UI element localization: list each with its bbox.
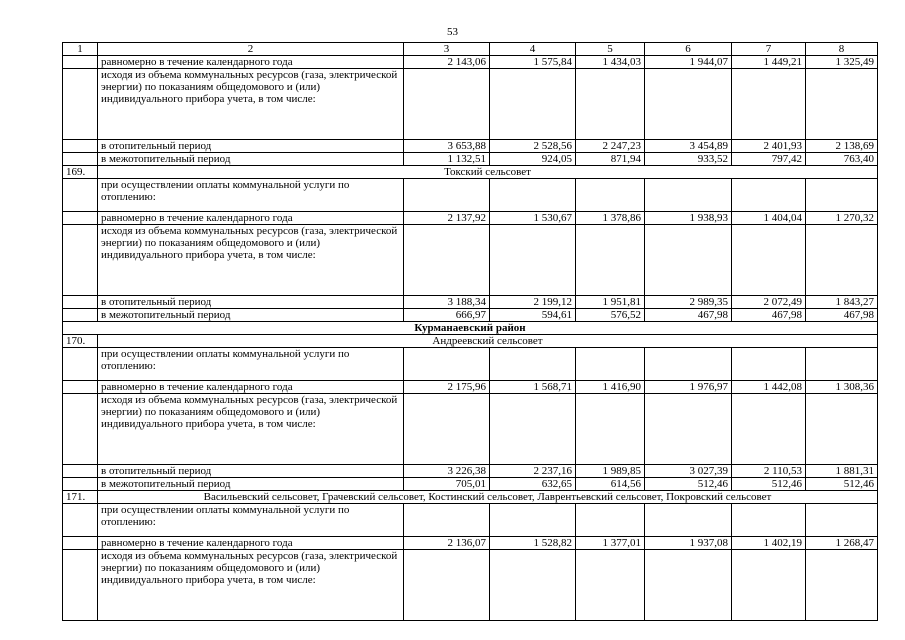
value-cell: 871,94 — [576, 153, 645, 166]
value-cell: 1 377,01 — [576, 537, 645, 550]
value-cell: 614,56 — [576, 478, 645, 491]
table-row — [63, 212, 878, 225]
row-description: равномерно в течение календарного года — [98, 537, 404, 550]
value-cell: 1 325,49 — [806, 56, 878, 69]
table-row — [63, 225, 878, 296]
value-cell — [576, 179, 645, 212]
value-cell: 1 843,27 — [806, 296, 878, 309]
value-cell: 2 989,35 — [645, 296, 732, 309]
table-row — [63, 153, 878, 166]
value-cell — [732, 69, 806, 140]
row-index — [63, 348, 98, 381]
value-cell: 467,98 — [732, 309, 806, 322]
value-cell — [576, 394, 645, 465]
value-cell: 666,97 — [404, 309, 490, 322]
value-cell: 1 951,81 — [576, 296, 645, 309]
value-cell — [576, 348, 645, 381]
value-cell: 1 575,84 — [490, 56, 576, 69]
table-row — [63, 140, 878, 153]
value-cell — [404, 69, 490, 140]
value-cell: 2 110,53 — [732, 465, 806, 478]
page-number: 53 — [447, 26, 458, 38]
row-description: равномерно в течение календарного года — [98, 56, 404, 69]
row-description: при осуществлении оплаты коммунальной услуги по отоплению: — [98, 504, 404, 537]
row-description: исходя из объема коммунальных ресурсов (газа, электрической энергии) по показаниям общедомового и (или) индивидуального прибора учета, в том числе: — [98, 550, 404, 621]
value-cell: 467,98 — [806, 309, 878, 322]
row-index — [63, 212, 98, 225]
value-cell: 1 404,04 — [732, 212, 806, 225]
value-cell — [806, 504, 878, 537]
table-row — [63, 296, 878, 309]
value-cell: 1 416,90 — [576, 381, 645, 394]
table-row — [63, 478, 878, 491]
district-section-row — [63, 322, 878, 335]
row-description: исходя из объема коммунальных ресурсов (газа, электрической энергии) по показаниям общедомового и (или) индивидуального прибора учета, в том числе: — [98, 69, 404, 140]
table-row — [63, 537, 878, 550]
row-description: исходя из объема коммунальных ресурсов (газа, электрической энергии) по показаниям общедомового и (или) индивидуального прибора учета, в том числе: — [98, 394, 404, 465]
value-cell — [490, 348, 576, 381]
value-cell — [806, 394, 878, 465]
row-description: в отопительный период — [98, 296, 404, 309]
value-cell: 2 401,93 — [732, 140, 806, 153]
value-cell — [404, 348, 490, 381]
value-cell: 1 308,36 — [806, 381, 878, 394]
value-cell: 2 237,16 — [490, 465, 576, 478]
value-cell: 1 530,67 — [490, 212, 576, 225]
value-cell — [806, 348, 878, 381]
table-row — [63, 179, 878, 212]
header-cell: 4 — [490, 43, 576, 56]
value-cell: 512,46 — [806, 478, 878, 491]
value-cell: 705,01 — [404, 478, 490, 491]
value-cell — [490, 225, 576, 296]
value-cell — [645, 504, 732, 537]
header-cell: 1 — [63, 43, 98, 56]
table-row — [63, 56, 878, 69]
row-index — [63, 381, 98, 394]
value-cell — [806, 179, 878, 212]
value-cell — [645, 225, 732, 296]
settlement-title-row — [63, 491, 878, 504]
value-cell — [490, 394, 576, 465]
value-cell: 797,42 — [732, 153, 806, 166]
value-cell: 594,61 — [490, 309, 576, 322]
settlement-name: Васильевский сельсовет, Грачевский сельсовет, Костинский сельсовет, Лаврентьевский сельсовет, Покровский сельсовет — [98, 491, 878, 504]
settlement-name: Андреевский сельсовет — [98, 335, 878, 348]
value-cell — [732, 550, 806, 621]
row-index — [63, 465, 98, 478]
header-cell: 6 — [645, 43, 732, 56]
value-cell: 2 072,49 — [732, 296, 806, 309]
district-name: Курманаевский район — [63, 322, 878, 335]
value-cell — [806, 550, 878, 621]
value-cell: 1 528,82 — [490, 537, 576, 550]
value-cell — [576, 504, 645, 537]
value-cell — [490, 69, 576, 140]
value-cell — [732, 394, 806, 465]
value-cell: 2 136,07 — [404, 537, 490, 550]
header-cell: 3 — [404, 43, 490, 56]
value-cell: 924,05 — [490, 153, 576, 166]
row-description: в межотопительный период — [98, 153, 404, 166]
row-index — [63, 296, 98, 309]
value-cell — [404, 394, 490, 465]
value-cell: 2 175,96 — [404, 381, 490, 394]
value-cell — [645, 348, 732, 381]
row-index — [63, 140, 98, 153]
value-cell: 1 402,19 — [732, 537, 806, 550]
row-index — [63, 504, 98, 537]
row-index — [63, 309, 98, 322]
value-cell — [404, 504, 490, 537]
value-cell — [645, 550, 732, 621]
value-cell: 2 528,56 — [490, 140, 576, 153]
value-cell: 2 137,92 — [404, 212, 490, 225]
row-index — [63, 550, 98, 621]
value-cell: 3 454,89 — [645, 140, 732, 153]
header-row — [63, 43, 878, 56]
value-cell — [576, 69, 645, 140]
value-cell — [732, 225, 806, 296]
value-cell: 1 989,85 — [576, 465, 645, 478]
header-cell: 8 — [806, 43, 878, 56]
value-cell: 763,40 — [806, 153, 878, 166]
value-cell — [404, 550, 490, 621]
row-index: 171. — [63, 491, 98, 504]
value-cell: 1 268,47 — [806, 537, 878, 550]
row-index — [63, 225, 98, 296]
value-cell — [404, 179, 490, 212]
row-description: при осуществлении оплаты коммунальной услуги по отоплению: — [98, 348, 404, 381]
row-index — [63, 69, 98, 140]
value-cell — [645, 394, 732, 465]
value-cell: 1 449,21 — [732, 56, 806, 69]
row-description: в межотопительный период — [98, 478, 404, 491]
table-row — [63, 69, 878, 140]
value-cell: 3 027,39 — [645, 465, 732, 478]
value-cell: 1 442,08 — [732, 381, 806, 394]
value-cell: 2 143,06 — [404, 56, 490, 69]
row-index: 169. — [63, 166, 98, 179]
row-description: исходя из объема коммунальных ресурсов (газа, электрической энергии) по показаниям общедомового и (или) индивидуального прибора учета, в том числе: — [98, 225, 404, 296]
table-row — [63, 465, 878, 478]
row-index — [63, 153, 98, 166]
row-description: равномерно в течение календарного года — [98, 212, 404, 225]
value-cell — [576, 225, 645, 296]
table-row — [63, 309, 878, 322]
value-cell — [576, 550, 645, 621]
value-cell: 1 881,31 — [806, 465, 878, 478]
value-cell: 1 976,97 — [645, 381, 732, 394]
table-row — [63, 504, 878, 537]
table-row — [63, 348, 878, 381]
value-cell: 933,52 — [645, 153, 732, 166]
value-cell: 1 568,71 — [490, 381, 576, 394]
value-cell: 1 434,03 — [576, 56, 645, 69]
row-index: 170. — [63, 335, 98, 348]
value-cell: 3 188,34 — [404, 296, 490, 309]
value-cell: 1 378,86 — [576, 212, 645, 225]
row-index — [63, 394, 98, 465]
row-index — [63, 179, 98, 212]
value-cell: 2 199,12 — [490, 296, 576, 309]
value-cell — [490, 179, 576, 212]
row-description: при осуществлении оплаты коммунальной услуги по отоплению: — [98, 179, 404, 212]
value-cell: 1 938,93 — [645, 212, 732, 225]
table-row — [63, 550, 878, 621]
table-row — [63, 381, 878, 394]
value-cell — [806, 225, 878, 296]
row-index — [63, 537, 98, 550]
value-cell — [732, 504, 806, 537]
value-cell: 2 138,69 — [806, 140, 878, 153]
value-cell — [806, 69, 878, 140]
settlement-title-row — [63, 335, 878, 348]
value-cell: 512,46 — [645, 478, 732, 491]
table-row — [63, 394, 878, 465]
value-cell: 576,52 — [576, 309, 645, 322]
header-cell: 5 — [576, 43, 645, 56]
value-cell: 1 937,08 — [645, 537, 732, 550]
settlement-title-row — [63, 166, 878, 179]
value-cell — [404, 225, 490, 296]
row-description: в отопительный период — [98, 140, 404, 153]
value-cell — [645, 179, 732, 212]
value-cell: 1 132,51 — [404, 153, 490, 166]
value-cell: 1 270,32 — [806, 212, 878, 225]
value-cell: 512,46 — [732, 478, 806, 491]
row-description: равномерно в течение календарного года — [98, 381, 404, 394]
tariff-table — [62, 42, 878, 621]
row-index — [63, 56, 98, 69]
value-cell: 1 944,07 — [645, 56, 732, 69]
value-cell — [645, 69, 732, 140]
value-cell: 632,65 — [490, 478, 576, 491]
value-cell: 3 653,88 — [404, 140, 490, 153]
value-cell — [732, 348, 806, 381]
header-cell: 7 — [732, 43, 806, 56]
row-index — [63, 478, 98, 491]
row-description: в отопительный период — [98, 465, 404, 478]
value-cell: 467,98 — [645, 309, 732, 322]
row-description: в межотопительный период — [98, 309, 404, 322]
header-cell: 2 — [98, 43, 404, 56]
settlement-name: Токский сельсовет — [98, 166, 878, 179]
value-cell — [732, 179, 806, 212]
value-cell: 2 247,23 — [576, 140, 645, 153]
value-cell — [490, 550, 576, 621]
value-cell: 3 226,38 — [404, 465, 490, 478]
value-cell — [490, 504, 576, 537]
